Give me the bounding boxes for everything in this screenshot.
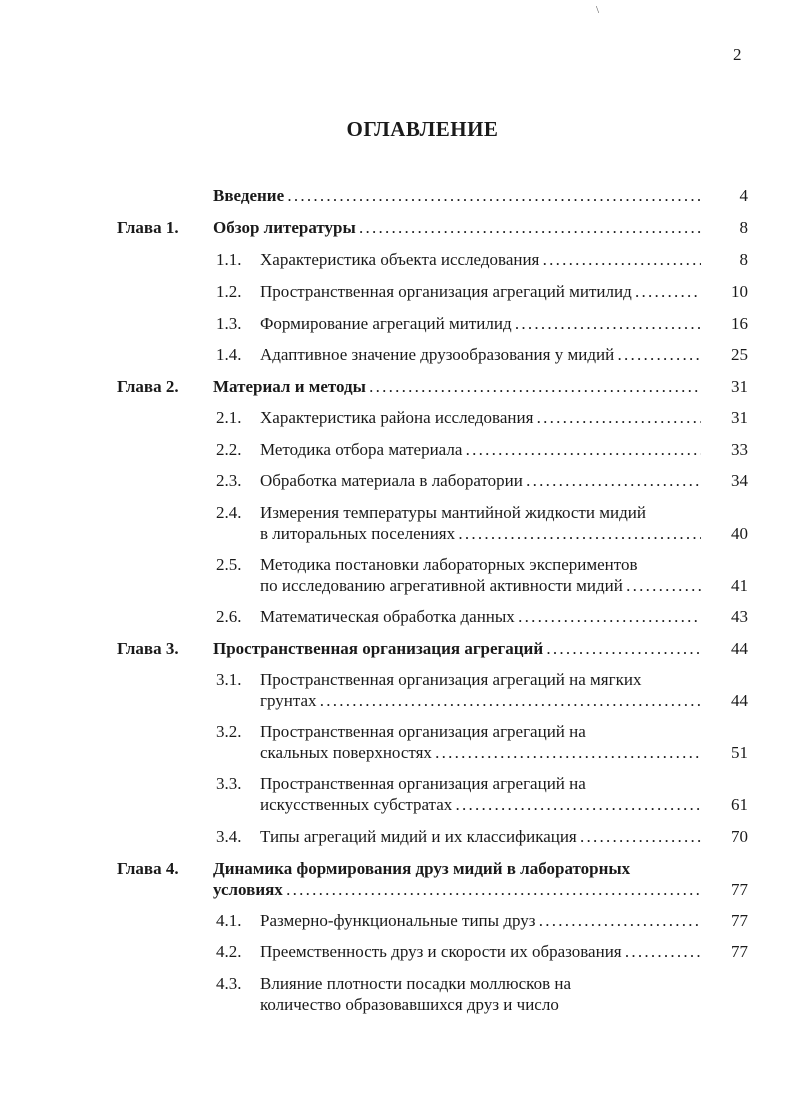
section-number: 2.1. xyxy=(216,408,242,427)
toc-intro-page: 4 xyxy=(739,186,748,205)
chapter-label: Глава 2. xyxy=(117,377,179,396)
section-title xyxy=(260,721,701,763)
section-title: Математическая обработка данных . . . xyxy=(260,606,701,627)
section-page: 51 xyxy=(731,743,748,762)
section-number: 1.1. xyxy=(216,250,242,269)
section-title-line-1: Методика постановки лабораторных экспериментов xyxy=(260,555,638,574)
section-title-line-1: Влияние плотности посадки моллюсков на xyxy=(260,974,571,993)
section-page: 70 xyxy=(731,827,748,846)
chapter-title xyxy=(213,858,701,900)
section-title-line-2: грунтах . . . xyxy=(260,690,701,711)
section-title-line-1: Пространственная организация агрегаций на xyxy=(260,774,586,793)
section-page: 61 xyxy=(731,795,748,814)
chapter-title-line-1: Динамика формирования друз мидий в лабораторных xyxy=(213,859,631,878)
section-page: 10 xyxy=(731,282,748,301)
section-title-line-1: Пространственная организация агрегаций на xyxy=(260,722,586,741)
section-title: Размерно-функциональные типы друз . . . xyxy=(260,910,701,931)
section-number: 2.3. xyxy=(216,471,242,490)
section-title: Адаптивное значение друзообразования у мидий . . . xyxy=(260,344,701,365)
chapter-label: Глава 3. xyxy=(117,639,179,658)
section-page: 25 xyxy=(731,345,748,364)
section-page: 77 xyxy=(731,911,748,930)
section-title xyxy=(260,973,701,1015)
section-title-line-2: в литоральных поселениях . . . xyxy=(260,523,701,544)
section-page: 40 xyxy=(731,524,748,543)
toc-section-3-3 xyxy=(0,773,795,817)
section-title-line-1: Пространственная организация агрегаций на мягких xyxy=(260,670,642,689)
section-page: 33 xyxy=(731,440,748,459)
chapter-page: 44 xyxy=(731,639,748,658)
scan-mark: \ xyxy=(596,4,600,16)
section-page: 31 xyxy=(731,408,748,427)
section-title-line-1: Измерения температуры мантийной жидкости мидий xyxy=(260,503,646,522)
section-title: Характеристика района исследования . . . xyxy=(260,407,701,428)
page-number: 2 xyxy=(733,45,742,64)
section-title: Типы агрегаций мидий и их классификация . . . xyxy=(260,826,701,847)
toc-section-2-5 xyxy=(0,554,795,598)
section-title xyxy=(260,502,701,544)
section-number: 3.4. xyxy=(216,827,242,846)
section-title-line-2: искусственных субстратах . . . xyxy=(260,794,701,815)
chapter-page: 31 xyxy=(731,377,748,396)
toc-section-4-3 xyxy=(0,973,795,1017)
section-number: 3.3. xyxy=(216,774,242,793)
chapter-title-line-2: условиях . . . xyxy=(213,879,701,900)
section-number: 1.3. xyxy=(216,314,242,333)
section-title: Пространственная организация агрегаций митилид . . . xyxy=(260,281,701,302)
section-number: 2.4. xyxy=(216,503,242,522)
section-number: 1.4. xyxy=(216,345,242,364)
chapter-title: Обзор литературы . . . xyxy=(213,217,701,238)
toc-section-2-4 xyxy=(0,502,795,546)
section-number: 4.1. xyxy=(216,911,242,930)
section-title-line-2: скальных поверхностях . . . xyxy=(260,742,701,763)
toc-chapter-4 xyxy=(0,858,795,902)
page-title: ОГЛАВЛЕНИЕ xyxy=(346,117,499,141)
section-title-line-2: по исследованию агрегативной активности мидий . . . xyxy=(260,575,701,596)
section-title: Характеристика объекта исследования . . . xyxy=(260,249,701,270)
chapter-page: 8 xyxy=(739,218,748,237)
section-title: Обработка материала в лаборатории . . . xyxy=(260,470,701,491)
section-page: 41 xyxy=(731,576,748,595)
section-number: 2.2. xyxy=(216,440,242,459)
chapter-label: Глава 1. xyxy=(117,218,179,237)
section-title xyxy=(260,773,701,815)
toc-section-3-2 xyxy=(0,721,795,765)
section-title: Преемственность друз и скорости их образования . . . xyxy=(260,941,701,962)
section-page: 43 xyxy=(731,607,748,626)
section-page: 77 xyxy=(731,942,748,961)
section-page: 44 xyxy=(731,691,748,710)
section-title: Методика отбора материала . . . xyxy=(260,439,701,460)
section-number: 2.6. xyxy=(216,607,242,626)
chapter-title: Материал и методы . . . xyxy=(213,376,701,397)
chapter-label: Глава 4. xyxy=(117,859,179,878)
toc-intro-text: Введение . . . xyxy=(213,185,701,206)
section-number: 3.2. xyxy=(216,722,242,741)
section-number: 1.2. xyxy=(216,282,242,301)
section-title xyxy=(260,669,701,711)
section-number: 4.3. xyxy=(216,974,242,993)
section-number: 3.1. xyxy=(216,670,242,689)
section-title xyxy=(260,554,701,596)
section-page: 34 xyxy=(731,471,748,490)
toc-section-3-1 xyxy=(0,669,795,713)
chapter-page: 77 xyxy=(731,880,748,899)
chapter-title: Пространственная организация агрегаций . . . xyxy=(213,638,701,659)
section-number: 4.2. xyxy=(216,942,242,961)
section-number: 2.5. xyxy=(216,555,242,574)
section-title: Формирование агрегаций митилид . . . xyxy=(260,313,701,334)
section-title-line-2: количество образовавшихся друз и число xyxy=(260,995,559,1014)
section-page: 8 xyxy=(739,250,748,269)
section-page: 16 xyxy=(731,314,748,333)
